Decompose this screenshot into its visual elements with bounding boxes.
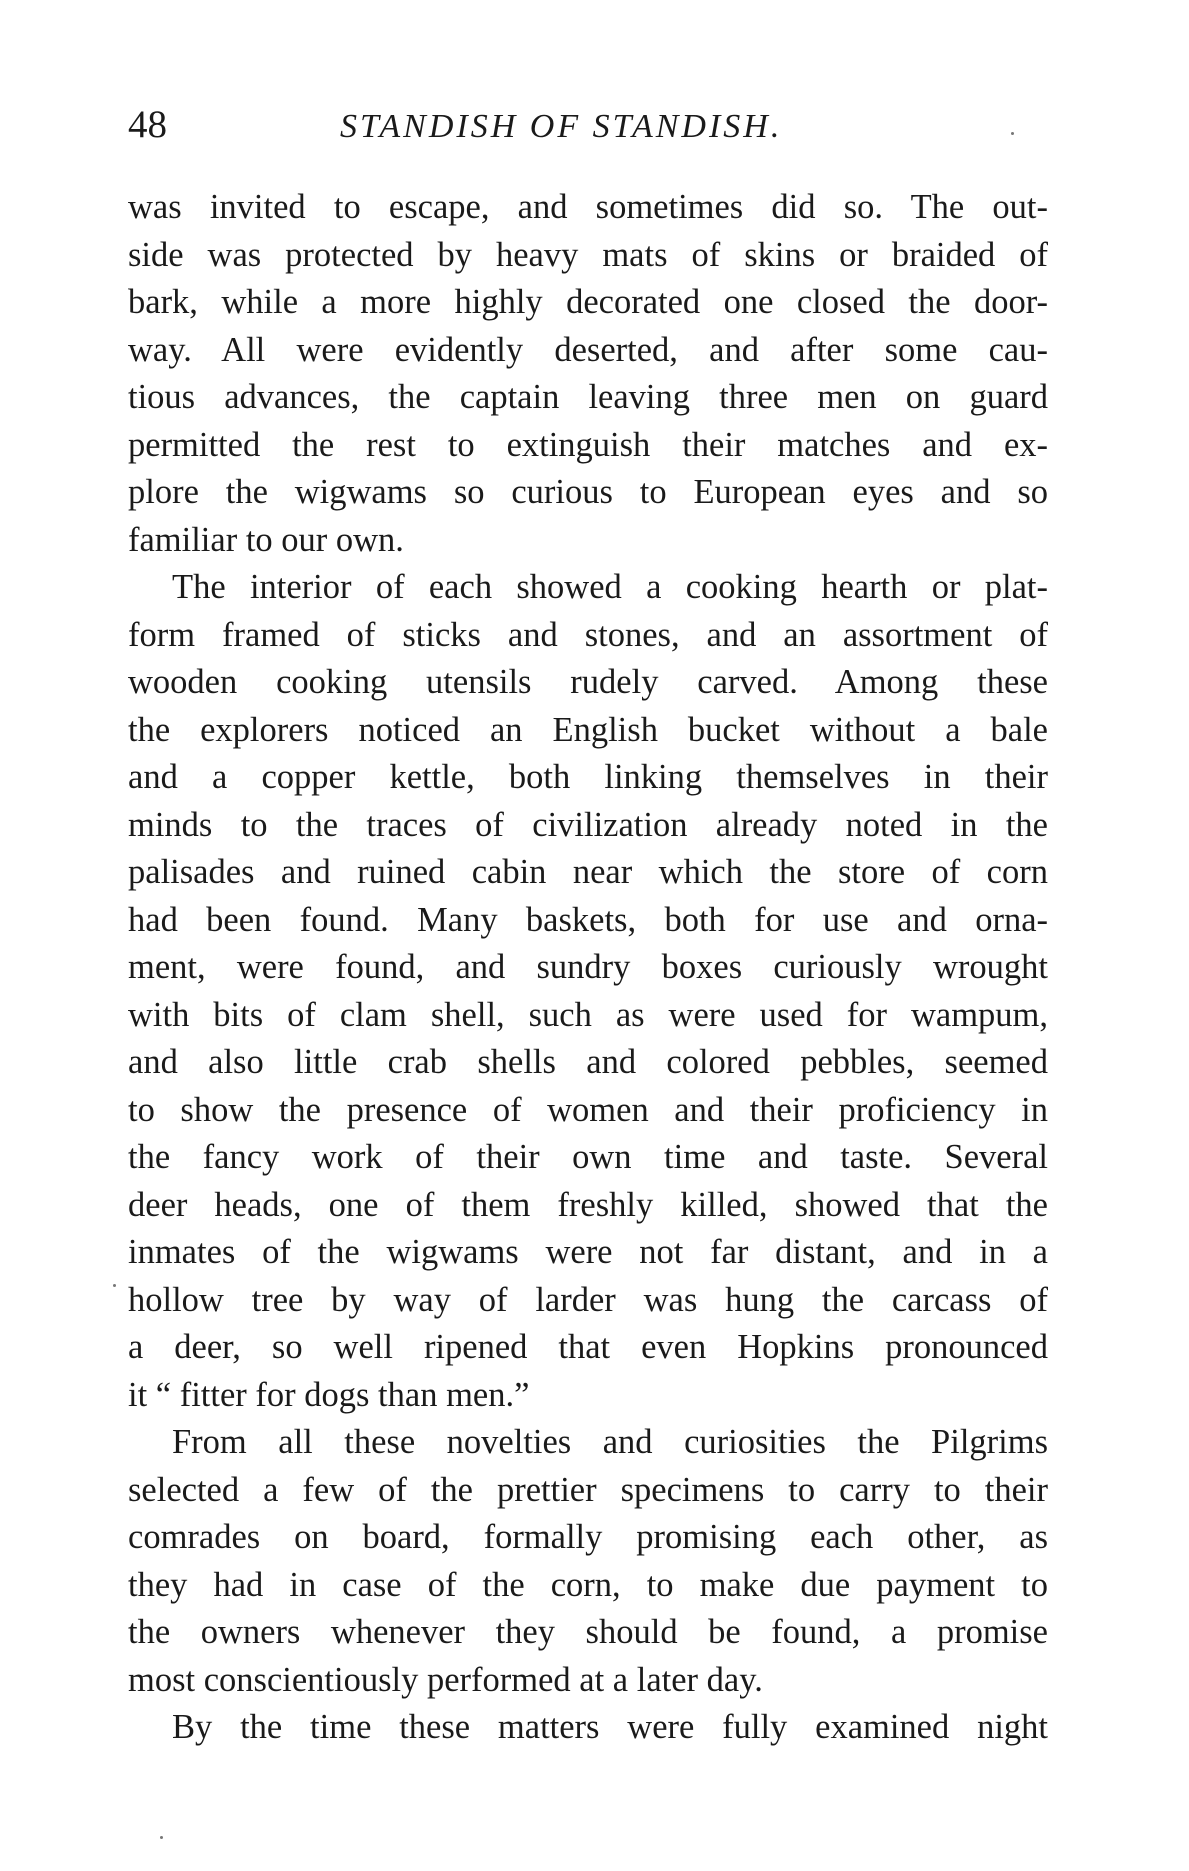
text-line: From all these novelties and curiosities the Pilgrims (172, 1423, 1048, 1461)
text-line: deer heads, one of them freshly killed, showed that the (128, 1185, 1048, 1224)
text-line: wooden cooking utensils rudely carved. Among these (128, 663, 1048, 701)
text-line: bark, while a more highly decorated one closed the door- (128, 283, 1048, 321)
text-line: and also little crab shells and colored pebbles, seemed (128, 1043, 1048, 1081)
text-line: they had in case of the corn, to make due payment to (128, 1565, 1048, 1604)
text-line: The interior of each showed a cooking hearth or plat- (172, 568, 1048, 606)
text-line: familiar to our own. (128, 520, 404, 559)
text-line: with bits of clam shell, such as were used for wampum, (128, 995, 1048, 1034)
text-line: palisades and ruined cabin near which the store of corn (128, 853, 1048, 891)
paper-speck (1011, 132, 1014, 135)
paper-speck (113, 1284, 116, 1287)
paper-speck (160, 1836, 163, 1839)
page-number: 48 (128, 103, 167, 146)
text-line: ment, were found, and sundry boxes curiously wrought (128, 948, 1048, 986)
text-line: By the time these matters were fully examined night (172, 1708, 1048, 1746)
text-line: a deer, so well ripened that even Hopkins pronounced (128, 1328, 1048, 1366)
text-line: selected a few of the prettier specimens to carry to their (128, 1470, 1048, 1509)
body-text (128, 184, 1048, 1752)
running-head: STANDISH OF STANDISH. (340, 108, 783, 145)
text-line: was invited to escape, and sometimes did so. The out- (128, 188, 1048, 226)
text-line: the fancy work of their own time and taste. Several (128, 1138, 1048, 1176)
text-line: the explorers noticed an English bucket without a bale (128, 710, 1048, 749)
text-line: had been found. Many baskets, both for use and orna- (128, 900, 1048, 939)
text-line: comrades on board, formally promising each other, as (128, 1518, 1048, 1556)
text-line: plore the wigwams so curious to European eyes and so (128, 473, 1048, 511)
text-line: the owners whenever they should be found, a promise (128, 1613, 1048, 1651)
text-line: hollow tree by way of larder was hung the carcass of (128, 1280, 1048, 1319)
page-header (128, 100, 1048, 150)
text-line: minds to the traces of civilization already noted in the (128, 805, 1048, 844)
text-line: side was protected by heavy mats of skins or braided of (128, 235, 1048, 274)
text-line: it “ fitter for dogs than men.” (128, 1375, 530, 1414)
text-line: and a copper kettle, both linking themselves in their (128, 758, 1048, 796)
text-line: tious advances, the captain leaving three men on guard (128, 378, 1048, 416)
text-line: permitted the rest to extinguish their matches and ex- (128, 425, 1048, 464)
text-line: inmates of the wigwams were not far distant, and in a (128, 1233, 1048, 1271)
text-line: most conscientiously performed at a later day. (128, 1660, 763, 1699)
text-line: form framed of sticks and stones, and an assortment of (128, 615, 1048, 654)
text-line: way. All were evidently deserted, and after some cau- (128, 330, 1048, 369)
text-line: to show the presence of women and their proficiency in (128, 1090, 1048, 1129)
